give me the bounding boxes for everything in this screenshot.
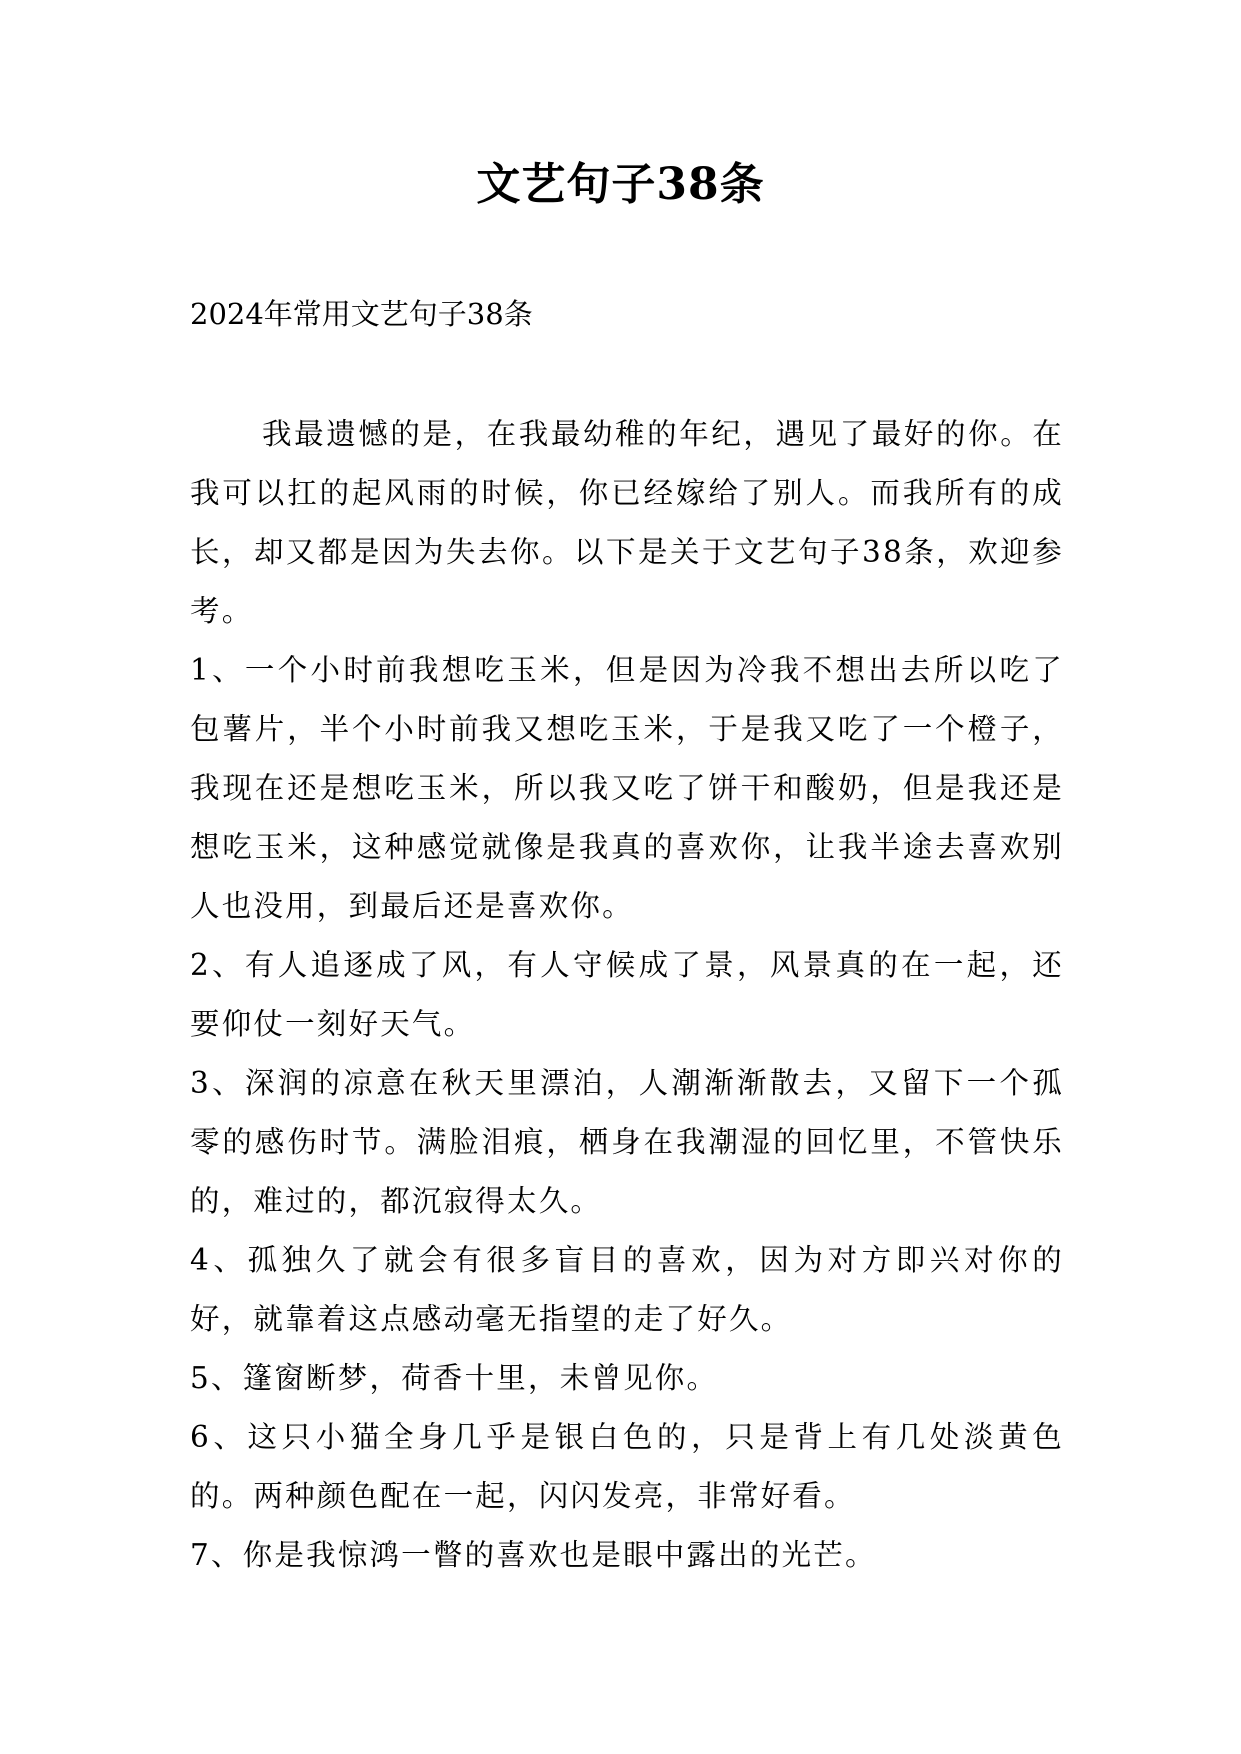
list-item: 2、有人追逐成了风，有人守候成了景，风景真的在一起，还要仰仗一刻好天气。 bbox=[190, 948, 1064, 1041]
list-item: 6、这只小猫全身几乎是银白色的，只是背上有几处淡黄色的。两种颜色配在一起，闪闪发亮，非常好看。 bbox=[190, 1420, 1064, 1513]
document-body bbox=[190, 405, 1064, 1585]
list-item: 3、深润的凉意在秋天里漂泊，人潮渐渐散去，又留下一个孤零的感伤时节。满脸泪痕，栖身在我潮湿的回忆里，不管快乐的，难过的，都沉寂得太久。 bbox=[190, 1066, 1064, 1218]
list-item: 7、你是我惊鸿一瞥的喜欢也是眼中露出的光芒。 bbox=[190, 1538, 877, 1572]
document-title: 文艺句子38条 bbox=[476, 159, 765, 210]
list-item: 1、一个小时前我想吃玉米，但是因为冷我不想出去所以吃了包薯片，半个小时前我又想吃玉米，于是我又吃了一个橙子，我现在还是想吃玉米，所以我又吃了饼干和酸奶，但是我还是想吃玉米，这种感觉就像是我真的喜欢你，让我半途去喜欢别人也没用，到最后还是喜欢你。 bbox=[190, 653, 1064, 923]
document-subtitle: 2024年常用文艺句子38条 bbox=[190, 297, 533, 331]
intro-paragraph: 我最遗憾的是，在我最幼稚的年纪，遇见了最好的你。在我可以扛的起风雨的时候，你已经嫁给了别人。而我所有的成长，却又都是因为失去你。以下是关于文艺句子38条，欢迎参考。 bbox=[190, 417, 1064, 628]
list-item: 4、孤独久了就会有很多盲目的喜欢，因为对方即兴对你的好，就靠着这点感动毫无指望的走了好久。 bbox=[190, 1243, 1064, 1336]
list-item: 5、篷窗断梦，荷香十里，未曾见你。 bbox=[190, 1361, 719, 1395]
